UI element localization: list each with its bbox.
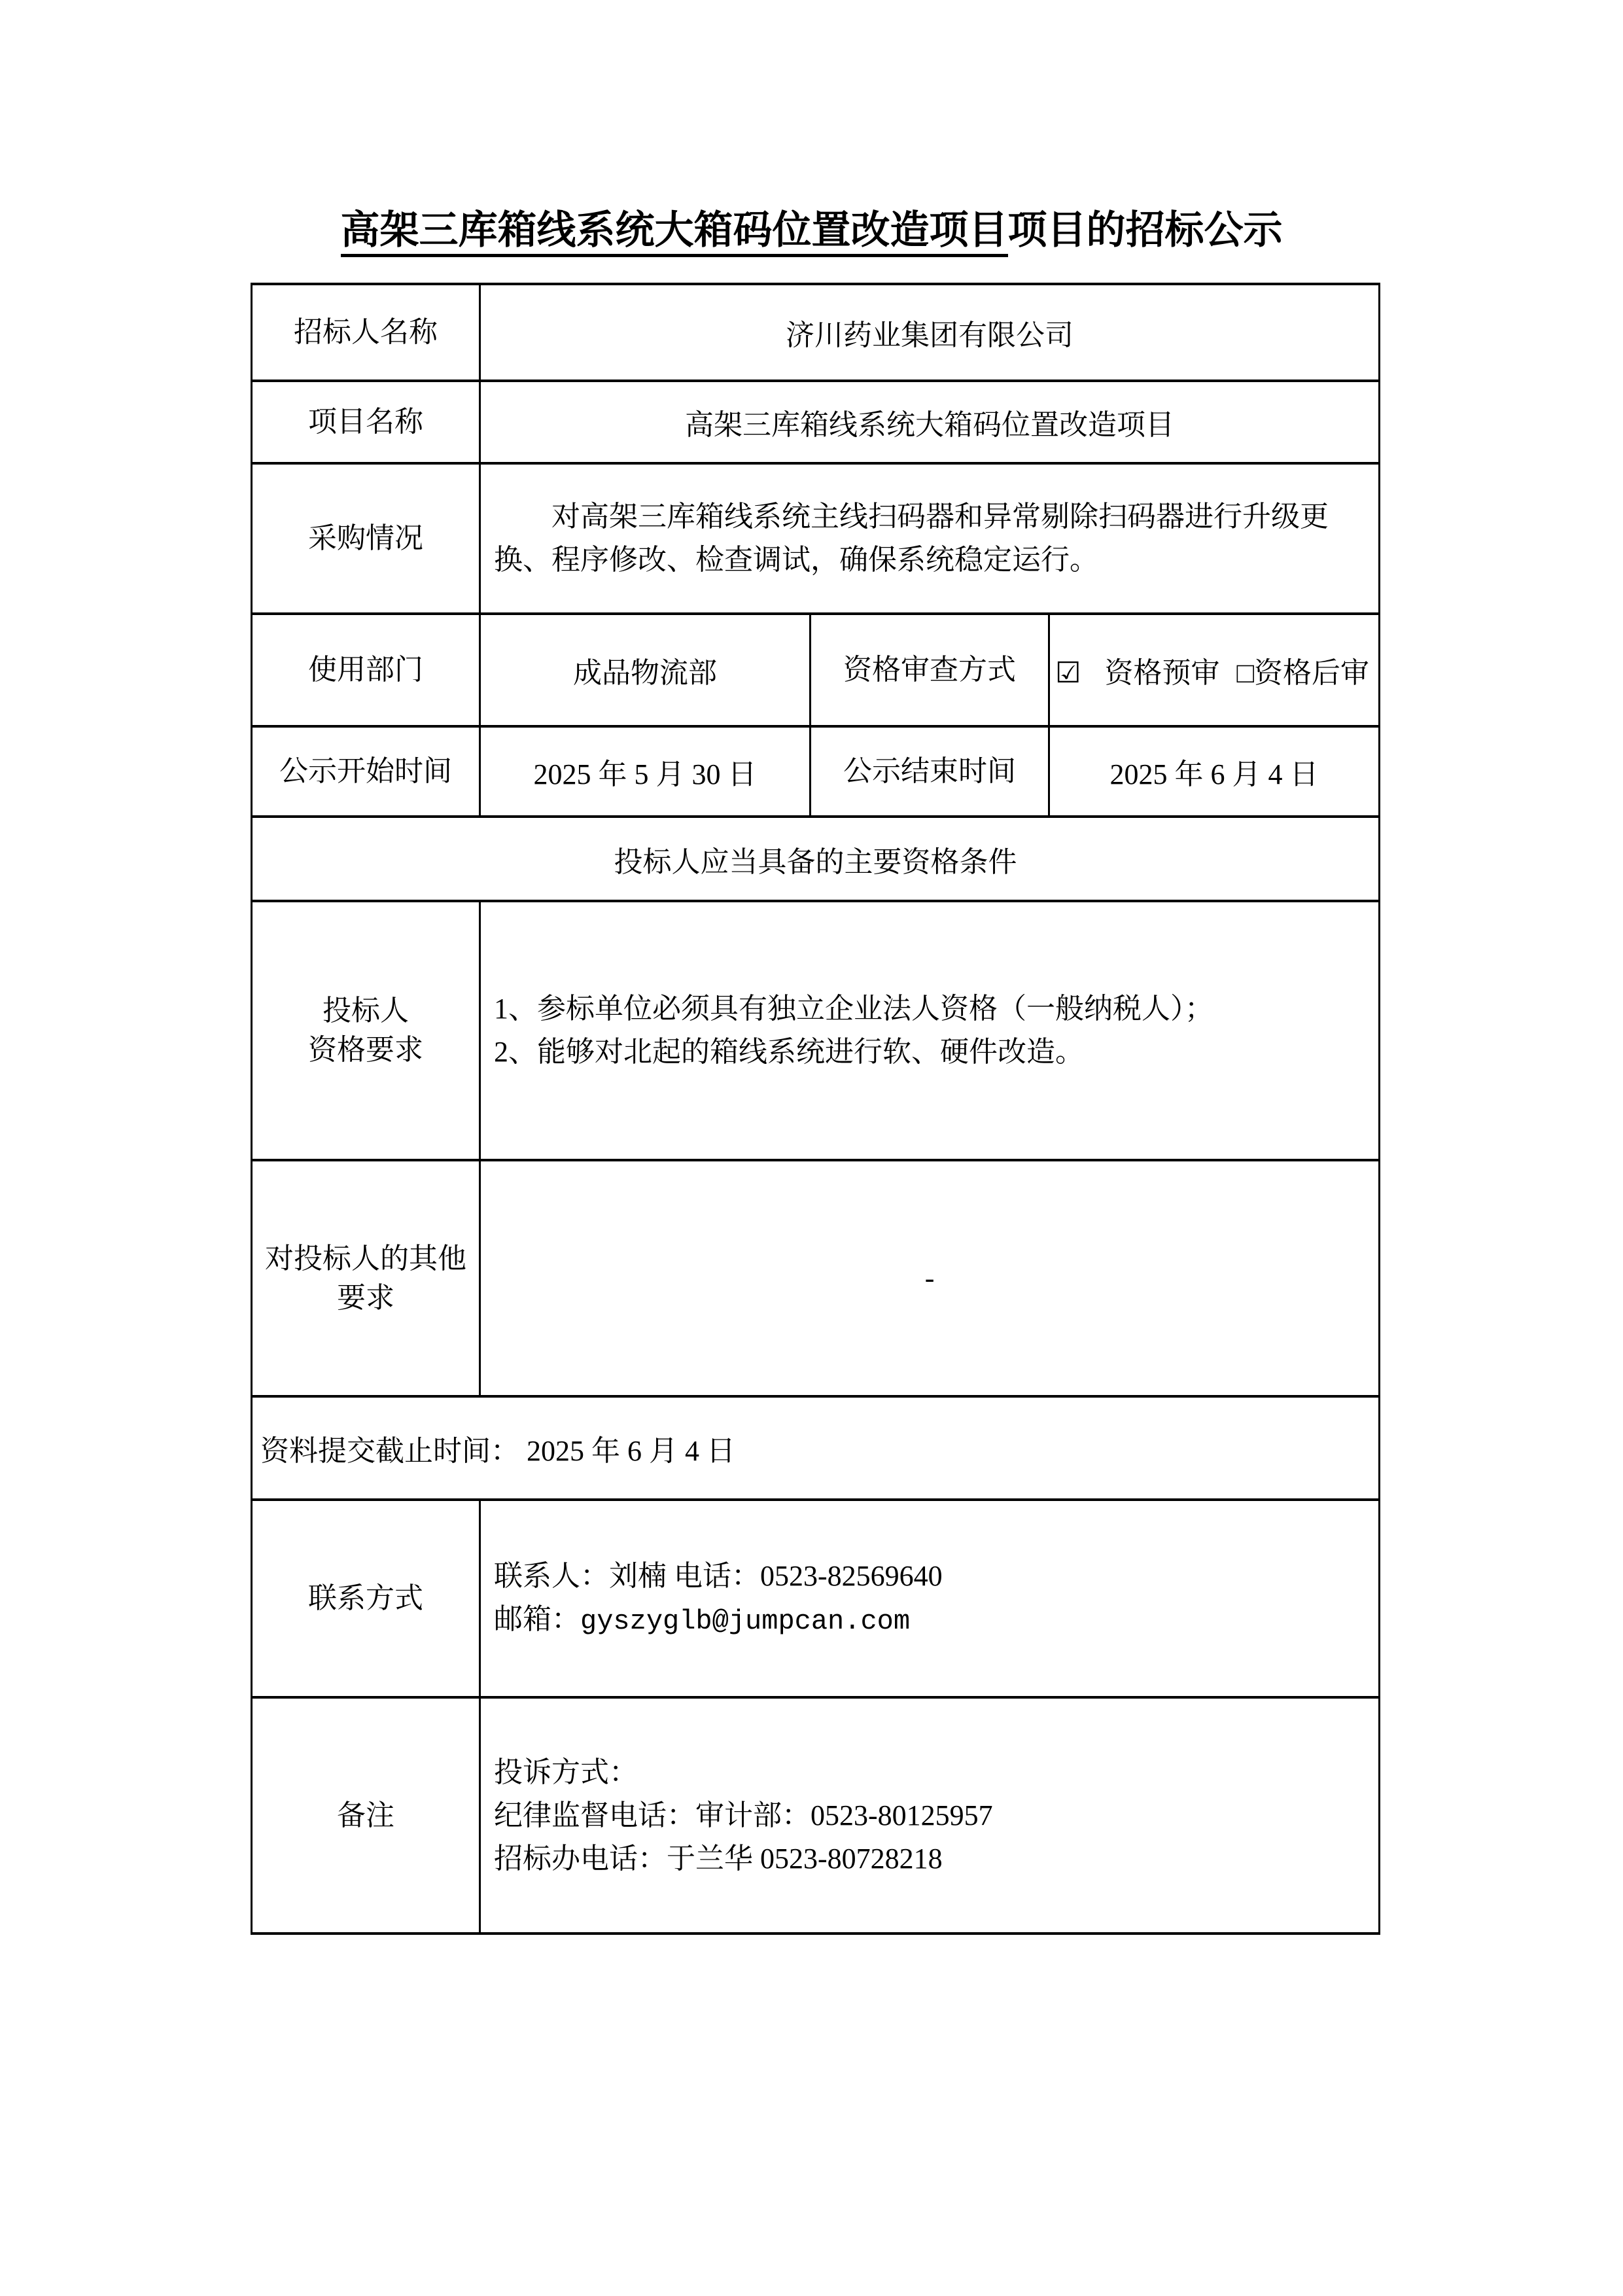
page-title-underlined: 高架三库箱线系统大箱码位置改造项目 (341, 209, 1008, 257)
project-name-label: 项目名称 (252, 381, 480, 463)
deadline-cell (252, 1396, 1380, 1500)
department-value: 成品物流部 (480, 614, 811, 726)
table-row-bidder-qualification (252, 901, 1380, 1160)
bidder-qualification-label-line-1: 投标人 (323, 995, 409, 1027)
bidder-qualification-value (480, 901, 1380, 1160)
remarks-label: 备注 (252, 1697, 480, 1934)
table-row-bidder (252, 284, 1380, 381)
checked-checkbox-icon: ☑ (1055, 657, 1081, 689)
contact-email-address: gyszyglb@jumpcan.com (580, 1605, 911, 1637)
table-row-contact (252, 1500, 1380, 1697)
deadline-label: 资料提交截止时间： (260, 1435, 519, 1467)
page-title-rest: 项目的招标公示 (1007, 209, 1283, 252)
table-row-project (252, 381, 1380, 463)
other-requirements-value: - (480, 1160, 1380, 1396)
publicity-end-value: 2025 年 6 月 4 日 (1049, 726, 1380, 817)
page-title (0, 207, 1623, 254)
remarks-bid-office-phone-line: 招标办电话：于兰华 0523-80728218 (494, 1842, 943, 1875)
bidder-qualification-label-line-2: 资格要求 (308, 1034, 423, 1066)
procurement-line-2: 换、程序修改、检查调试，确保系统稳定运行。 (494, 544, 1098, 576)
unchecked-checkbox-icon: □ (1236, 657, 1255, 689)
option-postqualification: 资格后审 (1254, 657, 1370, 689)
remarks-discipline-phone-line: 纪律监督电话：审计部：0523-80125957 (494, 1799, 993, 1831)
bidder-qualification-item-1: 1、参标单位必须具有独立企业法人资格（一般纳税人）； (494, 993, 1213, 1025)
contact-email-line (494, 1598, 1365, 1643)
table-row-remarks (252, 1697, 1380, 1934)
table-row-other-requirements (252, 1160, 1380, 1396)
other-requirements-label (252, 1160, 480, 1396)
procurement-value (480, 463, 1380, 614)
contact-value (480, 1500, 1380, 1697)
deadline-value: 2025 年 6 月 4 日 (527, 1435, 735, 1467)
remarks-complaint-line: 投诉方式： (494, 1756, 638, 1788)
bidder-name-label: 招标人名称 (252, 284, 480, 381)
qualification-header: 投标人应当具备的主要资格条件 (252, 817, 1380, 901)
procurement-label: 采购情况 (252, 463, 480, 614)
contact-person-phone: 联系人：刘楠 电话：0523-82569640 (494, 1559, 943, 1592)
remarks-value (480, 1697, 1380, 1934)
contact-email-label: 邮箱： (494, 1602, 580, 1635)
table-row-publicity-dates (252, 726, 1380, 817)
table-row-department (252, 614, 1380, 726)
bidder-name-value: 济川药业集团有限公司 (480, 284, 1380, 381)
project-name-value: 高架三库箱线系统大箱码位置改造项目 (480, 381, 1380, 463)
contact-label: 联系方式 (252, 1500, 480, 1697)
table-row-qualification-header (252, 817, 1380, 901)
table-row-deadline (252, 1396, 1380, 1500)
publicity-start-label: 公示开始时间 (252, 726, 480, 817)
review-method-options (1049, 614, 1380, 726)
bid-announcement-table (251, 283, 1380, 1935)
publicity-start-value: 2025 年 5 月 30 日 (480, 726, 811, 817)
department-label: 使用部门 (252, 614, 480, 726)
review-method-label: 资格审查方式 (811, 614, 1049, 726)
procurement-line-1: 对高架三库箱线系统主线扫码器和异常剔除扫码器进行升级更 (551, 501, 1329, 533)
other-requirements-label-line-1: 对投标人的其他 (265, 1242, 466, 1275)
publicity-end-label: 公示结束时间 (811, 726, 1049, 817)
other-requirements-label-line-2: 要求 (337, 1281, 394, 1314)
table-row-procurement (252, 463, 1380, 614)
bidder-qualification-label (252, 901, 480, 1160)
bidder-qualification-item-2: 2、能够对北起的箱线系统进行软、硬件改造。 (494, 1036, 1084, 1068)
option-prequalification: 资格预审 (1104, 657, 1220, 689)
